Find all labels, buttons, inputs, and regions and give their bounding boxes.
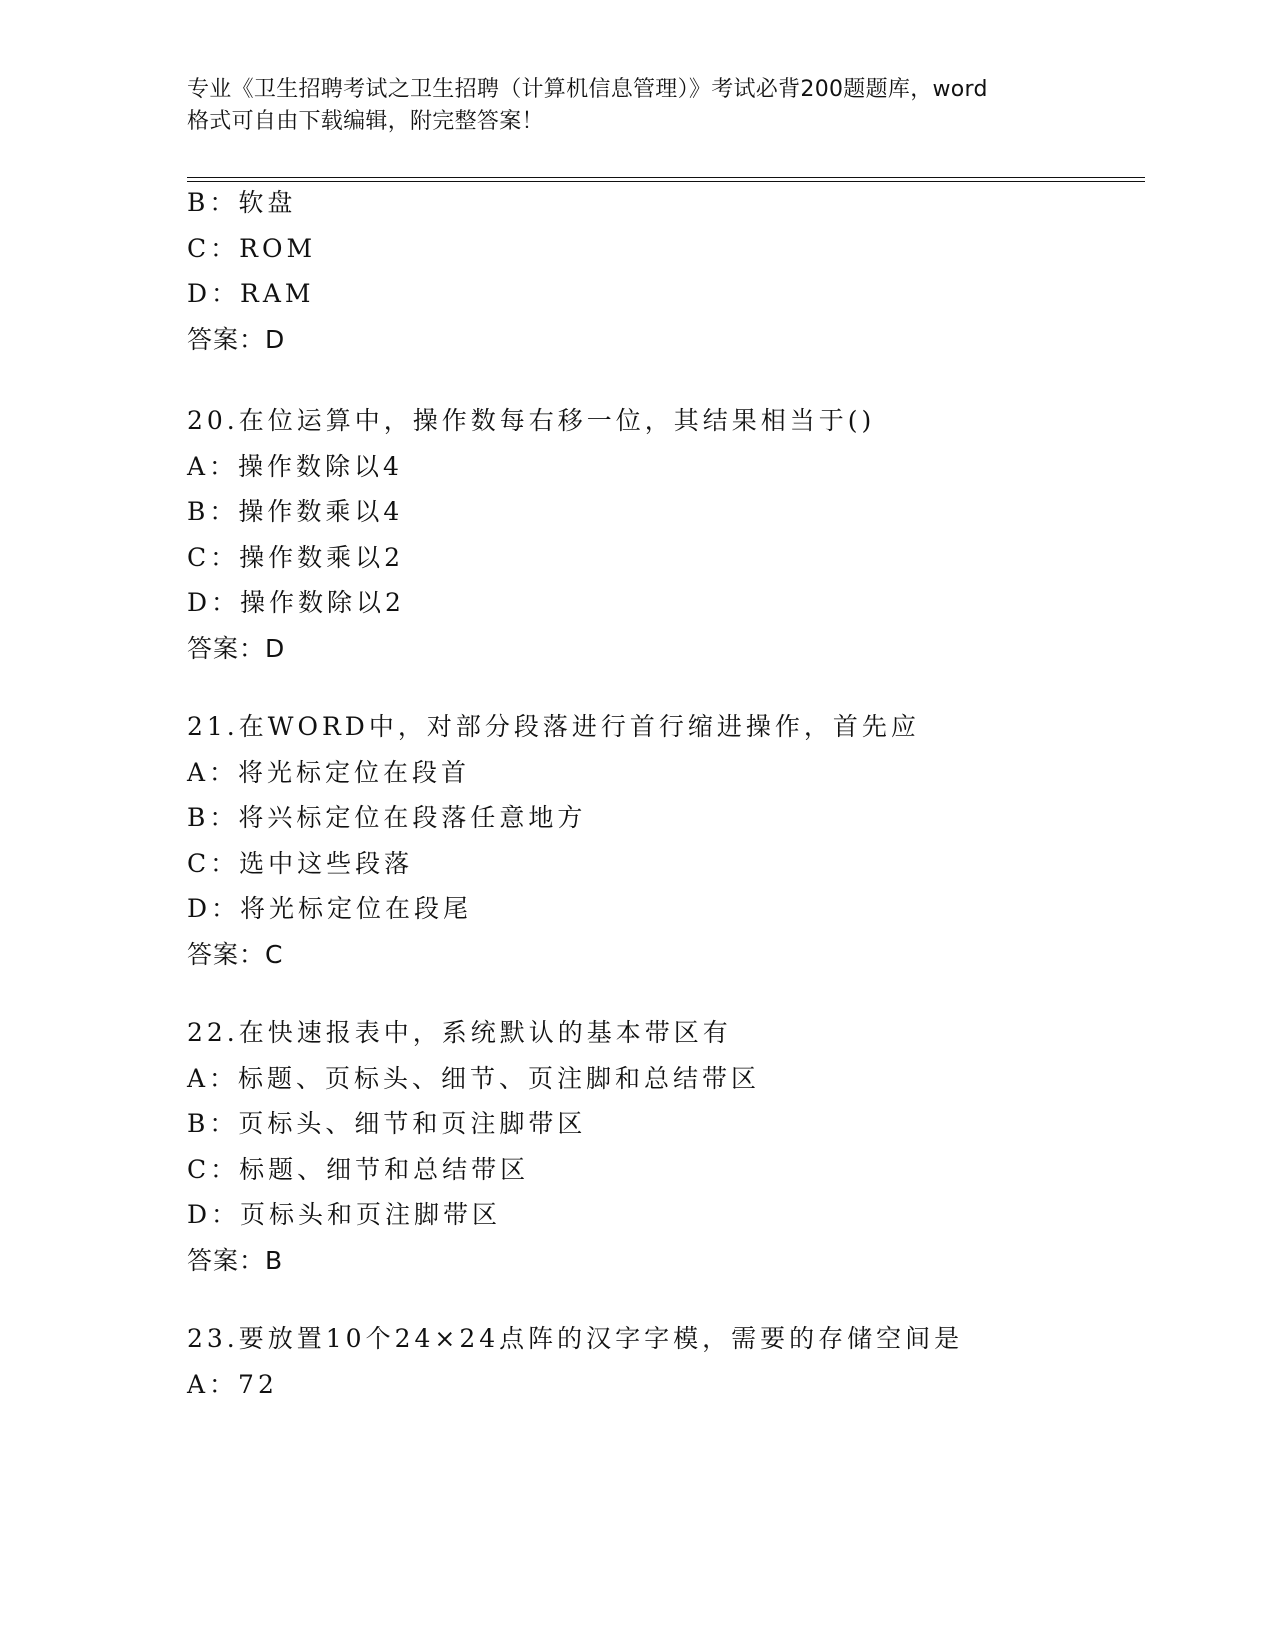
question-22: [187, 1010, 1147, 1283]
answer-line: 答案：B: [187, 1245, 284, 1275]
option-c: C：选中这些段落: [187, 848, 414, 878]
option-c: C：标题、细节和总结带区: [187, 1154, 530, 1184]
option-b: B：软盘: [187, 188, 297, 217]
answer-line: 答案：D: [187, 324, 286, 354]
question-19-continued: [187, 180, 1147, 362]
question-stem: 21.在WORD中，对部分段落进行首行缩进操作，首先应: [187, 712, 920, 741]
option-b: B：将兴标定位在段落任意地方: [187, 803, 587, 832]
header-line-2: 格式可自由下载编辑，附完整答案！: [187, 109, 544, 134]
option-d: D：将光标定位在段尾: [187, 894, 473, 923]
question-21: [187, 704, 1147, 977]
option-c: C：ROM: [187, 233, 317, 263]
answer-line: 答案：D: [187, 633, 286, 663]
header-divider-top: [187, 177, 1145, 178]
question-stem: 23.要放置10个24×24点阵的汉字字模，需要的存储空间是: [187, 1324, 964, 1353]
option-d: D：页标头和页注脚带区: [187, 1200, 502, 1229]
option-a: A：操作数除以4: [187, 451, 403, 481]
option-a: A：72: [187, 1369, 278, 1399]
option-b: B：页标头、细节和页注脚带区: [187, 1109, 587, 1138]
question-stem: 22.在快速报表中，系统默认的基本带区有: [187, 1018, 732, 1047]
option-c: C：操作数乘以2: [187, 542, 405, 572]
option-d: D：RAM: [187, 279, 315, 308]
question-23: [187, 1316, 1147, 1407]
question-stem: 20.在位运算中，操作数每右移一位，其结果相当于(): [187, 406, 876, 435]
option-b: B：操作数乘以4: [187, 497, 404, 526]
document-header: [187, 74, 1087, 138]
option-a: A：将光标定位在段首: [187, 757, 471, 787]
option-d: D：操作数除以2: [187, 588, 405, 617]
question-20: [187, 398, 1147, 671]
option-a: A：标题、页标头、细节、页注脚和总结带区: [187, 1063, 761, 1093]
header-line-1: 专业《卫生招聘考试之卫生招聘（计算机信息管理）》考试必背200题题库，word: [187, 77, 988, 102]
answer-line: 答案：C: [187, 939, 284, 969]
